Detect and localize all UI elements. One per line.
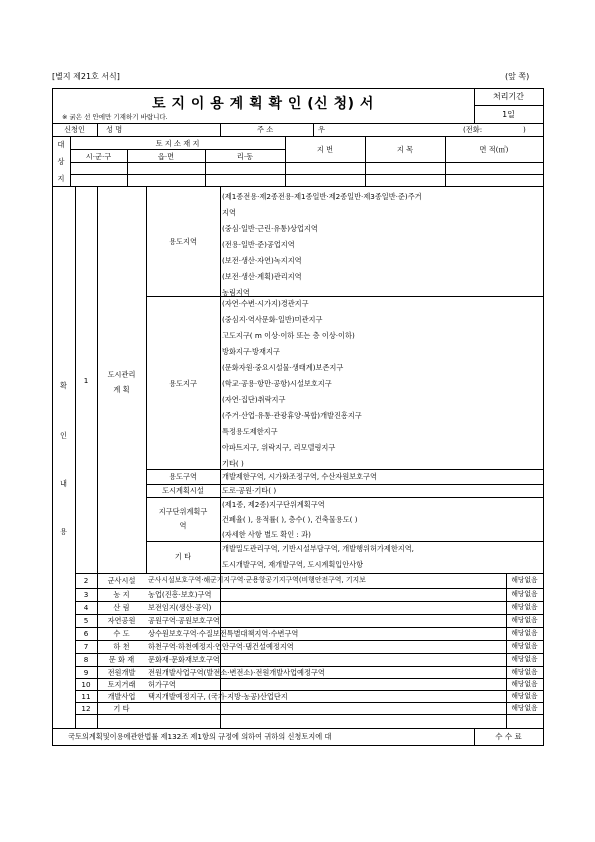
unit-plan-label-line-1: 지구단위계획구 [158,507,208,516]
row-category: 산 림 [113,603,130,612]
target-label-3: 지 [57,174,65,183]
row-status: 해당없음 [511,616,538,624]
applicant-name-label: 성 명 [106,125,123,134]
district-line: (문화자원·중요시설물·생태계)보존지구 [222,363,344,372]
facility-text: 도로·공원·기타( ) [222,486,277,495]
district-line: (자연·집단)취락지구 [222,395,286,404]
row-text: 보전임지(생산·공익) [148,603,212,612]
fee-label: 수 수 료 [495,732,522,741]
row-category: 개발사업 [107,692,136,701]
confirm-label-1: 확 [60,381,67,390]
unit-plan-line: 건폐율( ), 용적률( ), 층수( ), 건축물용도( ) [222,515,358,524]
form-title: 토 지 이 용 계 획 확 인 (신 청) 서 [152,96,374,112]
item-1-category-line-1: 도시관리 [107,370,136,379]
row-number: 10 [81,680,91,689]
confirm-label-3: 내 [60,479,67,488]
row-category: 군사시설 [107,576,136,585]
district-line: 고도지구( m 이상·이하 또는 층 이상·이하) [222,331,355,340]
row-text: 군사시설보호구역·해군기지구역·군용항공기지구역(비행안전구역, 기지보 [148,576,366,584]
zone-line: (보전·생산·자연)녹지지역 [222,256,302,265]
processing-period-label: 처리기간 [493,92,524,101]
row-status: 해당없음 [511,603,538,611]
target-row-2-field[interactable] [71,175,543,185]
row-status: 해당없음 [511,576,538,584]
page-side-label: (앞 쪽) [505,72,530,81]
zone-line: (보전·생산·계획)관리지역 [222,272,302,281]
row-status: 해당없음 [511,590,538,598]
zone-line: 농림지역 [222,288,250,297]
row-status: 해당없음 [511,692,538,700]
district-line: (자연·수변·시가지)경관지구 [222,299,309,308]
row-number: 4 [83,603,89,612]
zone-line: (전용·일반·준)공업지역 [222,240,295,249]
ridong-label: 리·동 [236,152,254,161]
row-status: 해당없음 [511,642,538,650]
land-location-label: 토 지 소 재 지 [155,139,200,148]
row-text: 허가구역 [148,680,176,689]
row-number: 9 [83,668,89,677]
facility-label: 도시계획시설 [162,486,204,495]
item-1-number: 1 [83,376,89,385]
row-category: 자연공원 [107,616,136,625]
row-category: 농 지 [113,590,130,599]
row-number: 12 [81,704,91,713]
eupmyeon-label: 읍·면 [157,152,175,161]
district-line: 아파트지구, 위락지구, 리모델링지구 [222,443,336,452]
confirm-label-2: 인 [60,431,67,440]
area-zone-label: 용도구역 [169,472,197,481]
sigungu-label: 시·군·구 [85,152,112,161]
instruction-note: ※ 굵은 선 안에만 기재하기 바랍니다. [62,113,168,121]
district-line: 방화지구·방재지구 [222,347,280,356]
applicant-label: 신청인 [64,125,85,134]
row-text: 택지개발예정지구, (국가·지방·농공)산업단지 [148,692,288,701]
row-number: 6 [83,629,89,638]
row-number: 11 [81,692,91,701]
target-label-1: 대 [57,140,65,149]
confirm-label-4: 용 [60,527,67,536]
processing-period-value: 1일 [502,110,515,119]
row-text: 공원구역·공원보호구역 [148,616,220,625]
district-line: (주거·산업·유통·관광휴양·복합)개발진흥지구 [222,411,362,420]
land-category-label: 지 목 [396,145,414,154]
row-number: 3 [83,590,89,599]
district-label: 용도지구 [169,379,197,388]
row-status: 해당없음 [511,629,538,637]
row-status: 해당없음 [511,655,538,663]
row-category: 토지거래 [107,680,136,689]
applicant-address-label: 주 소 [257,125,274,134]
row-text: 전원개발사업구역(발전소·변전소)·전원개발사업예정구역 [148,668,325,677]
row-number: 7 [83,642,89,651]
row-category: 문 화 재 [108,655,135,664]
row-text: 문화재·문화재보호구역 [148,655,220,664]
phone-close: ) [523,125,526,134]
zone-line: 지역 [222,208,236,217]
row-category: 전원개발 [107,668,136,677]
row-category: 하 천 [113,642,130,651]
zone-line: (제1종전용·제2종전용·제1종일반·제2종일반·제3종일반·준)주거 [222,192,422,201]
row-text: 상수원보호구역·수질보전특별대책지역·수변구역 [148,629,299,638]
row-status: 해당없음 [511,668,538,676]
target-row-1-field[interactable] [71,163,543,173]
etc-label: 기 타 [174,552,192,561]
applicant-name-field[interactable] [150,125,218,135]
row-text: 하천구역·하천예정지·연안구역·댐건설예정지역 [148,642,294,651]
item-1-category-line-2: 계 획 [113,385,130,394]
row-category: 기 타 [113,704,130,713]
etc-line: 개발밀도관리구역, 기반시설부담구역, 개발행위허가제한지역, [222,544,414,553]
area-label: 면 적(㎡) [479,145,509,154]
district-line: (학교·공용·항만·공항)시설보호지구 [222,379,332,388]
unit-plan-label-line-2: 역 [179,521,187,530]
row-status: 해당없음 [511,680,538,688]
target-label-2: 상 [57,157,65,166]
unit-plan-line: (제1종, 제2종)지구단위계획구역 [222,500,325,509]
footer-statement: 국토의계획및이용에관한법률 제132조 제1항의 규정에 의하여 귀하의 신청토지에 대 [68,732,332,741]
row-number: 2 [83,576,89,585]
area-zone-text: 개발제한구역, 시가화조정구역, 수산자원보호구역 [222,472,377,481]
zone-label: 용도지역 [169,237,197,246]
etc-line: 도시개발구역, 재개발구역, 도시계획입안사항 [222,560,364,569]
unit-plan-line: (자세한 사항 별도 확인 : 과) [222,530,311,539]
lot-number-label: 지 번 [316,145,334,154]
phone-label: (전화: [463,125,483,134]
row-text: 농업(진흥·보호)구역 [148,590,212,599]
district-line: (중심지·역사문화·일반)미관지구 [222,315,323,324]
district-line: 특정용도제한지구 [222,427,278,436]
row-number: 8 [83,655,89,664]
row-number: 5 [83,616,89,625]
zone-line: (중심·일반·근린·유통)상업지역 [222,224,318,233]
row-category: 수 도 [113,629,130,638]
postal-mark: 우 [318,125,325,134]
form-number: [별지 제21호 서식] [52,72,120,81]
applicant-address-field[interactable] [328,125,460,135]
district-line: 기타( ) [222,459,244,468]
row-status: 해당없음 [511,704,538,712]
